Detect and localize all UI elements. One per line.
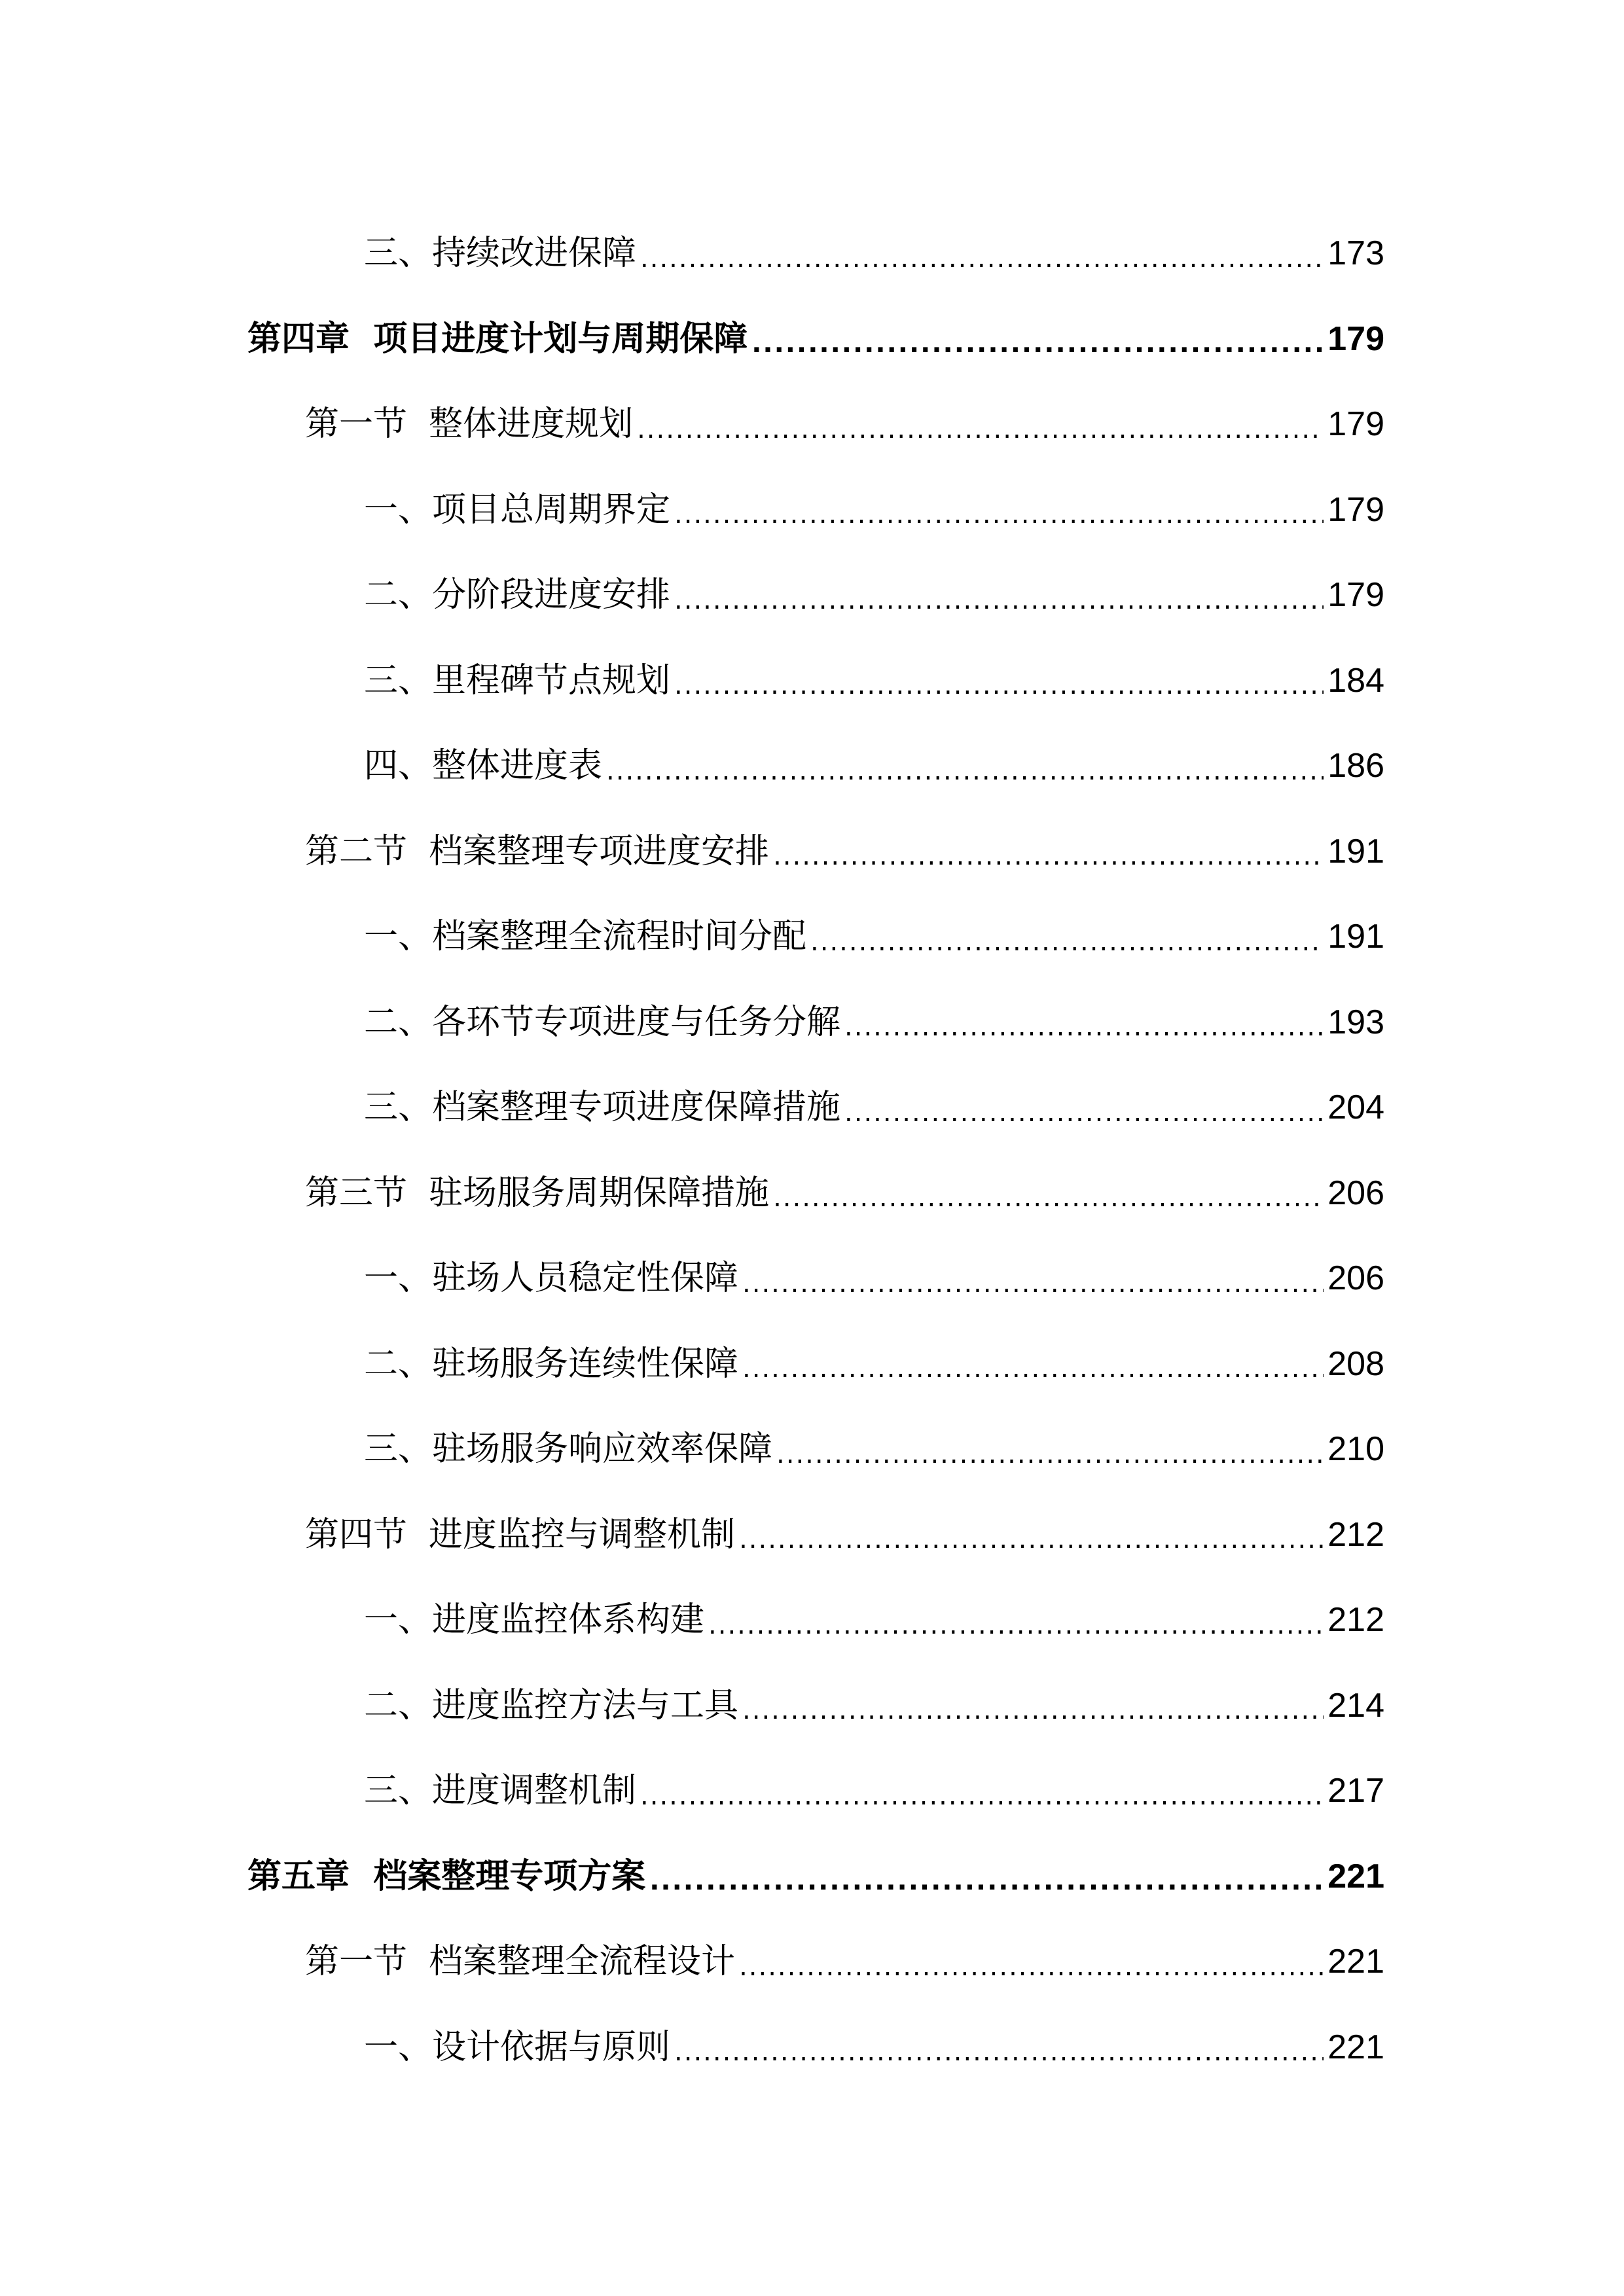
toc-entry-title: 三、档案整理专项进度保障措施 <box>364 1088 841 1128</box>
toc-entry-page-number: 221 <box>1327 2028 1384 2066</box>
toc-entry-title: 第一节 整体进度规划 <box>305 404 634 444</box>
dot-leader <box>742 1355 1324 1407</box>
toc-entry-page-number: 179 <box>1327 490 1384 529</box>
toc-entry-title: 一、设计依据与原则 <box>364 2027 671 2067</box>
dot-leader <box>844 1014 1324 1065</box>
toc-entry[interactable] <box>0 296 1624 382</box>
toc-entry[interactable] <box>0 1407 1624 1492</box>
toc-entry-title: 二、各环节专项进度与任务分解 <box>364 1002 841 1042</box>
dot-leader <box>640 245 1324 296</box>
toc-entry[interactable] <box>0 211 1624 296</box>
toc-entry-title: 三、持续改进保障 <box>364 234 637 274</box>
toc-entry-title: 一、项目总周期界定 <box>364 490 671 529</box>
toc-entry-title: 第二节 档案整理专项进度安排 <box>305 831 770 871</box>
toc-entry-page-number: 191 <box>1327 918 1384 956</box>
toc-entry[interactable] <box>0 1577 1624 1663</box>
toc-entry-page-number: 204 <box>1327 1088 1384 1127</box>
toc-entry-title: 一、进度监控体系构建 <box>364 1600 705 1640</box>
toc-entry[interactable] <box>0 1663 1624 1749</box>
table-of-contents <box>0 211 1624 2090</box>
dot-leader <box>773 843 1324 894</box>
toc-entry[interactable] <box>0 467 1624 553</box>
toc-entry-title: 一、驻场人员稳定性保障 <box>364 1259 739 1299</box>
dot-leader <box>776 1441 1324 1492</box>
toc-entry-page-number: 186 <box>1327 747 1384 785</box>
toc-entry-page-number: 179 <box>1327 405 1384 444</box>
toc-entry-title: 第三节 驻场服务周期保障措施 <box>305 1173 770 1213</box>
dot-leader <box>773 1185 1324 1236</box>
toc-entry-page-number: 184 <box>1327 661 1384 700</box>
dot-leader <box>739 1954 1324 2005</box>
dot-leader <box>674 501 1324 552</box>
toc-entry-title: 一、档案整理全流程时间分配 <box>364 917 807 957</box>
toc-entry-page-number: 221 <box>1327 1857 1384 1895</box>
toc-entry-title: 第四章 项目进度计划与周期保障 <box>247 319 748 359</box>
toc-entry-page-number: 217 <box>1327 1772 1384 1810</box>
toc-entry-page-number: 212 <box>1327 1601 1384 1640</box>
dot-leader <box>844 1100 1324 1151</box>
dot-leader <box>649 1868 1324 1919</box>
toc-entry[interactable] <box>0 723 1624 809</box>
toc-entry[interactable] <box>0 809 1624 895</box>
dot-leader <box>640 1783 1324 1834</box>
toc-entry[interactable] <box>0 1492 1624 1578</box>
toc-entry-title: 三、里程碑节点规划 <box>364 660 671 700</box>
toc-entry-title: 第四节 进度监控与调整机制 <box>305 1515 736 1554</box>
dot-leader <box>606 758 1324 809</box>
toc-entry[interactable] <box>0 2005 1624 2090</box>
toc-entry[interactable] <box>0 1065 1624 1151</box>
toc-entry[interactable] <box>0 638 1624 724</box>
toc-entry-page-number: 191 <box>1327 832 1384 870</box>
toc-entry-page-number: 210 <box>1327 1430 1384 1469</box>
toc-entry[interactable] <box>0 1321 1624 1407</box>
dot-leader <box>708 1612 1324 1663</box>
toc-entry-title: 二、分阶段进度安排 <box>364 575 671 615</box>
toc-entry-title: 二、进度监控方法与工具 <box>364 1685 739 1725</box>
toc-entry-page-number: 208 <box>1327 1344 1384 1383</box>
toc-entry-page-number: 173 <box>1327 234 1384 273</box>
toc-entry-page-number: 214 <box>1327 1686 1384 1725</box>
toc-entry[interactable] <box>0 382 1624 467</box>
toc-entry-title: 三、驻场服务响应效率保障 <box>364 1429 773 1469</box>
dot-leader <box>674 587 1324 638</box>
dot-leader <box>742 1697 1324 1748</box>
toc-entry[interactable] <box>0 1834 1624 1920</box>
toc-entry-page-number: 179 <box>1327 319 1384 358</box>
toc-entry[interactable] <box>0 1151 1624 1236</box>
toc-entry-page-number: 212 <box>1327 1515 1384 1554</box>
dot-leader <box>751 331 1324 382</box>
toc-entry-title: 四、整体进度表 <box>364 746 603 786</box>
toc-entry-page-number: 206 <box>1327 1174 1384 1212</box>
toc-entry-title: 第一节 档案整理全流程设计 <box>305 1942 736 1982</box>
toc-entry-title: 三、进度调整机制 <box>364 1771 637 1811</box>
toc-entry[interactable] <box>0 1919 1624 2005</box>
toc-entry-page-number: 206 <box>1327 1259 1384 1298</box>
toc-entry-page-number: 221 <box>1327 1943 1384 1981</box>
dot-leader <box>810 929 1324 980</box>
dot-leader <box>739 1526 1324 1577</box>
dot-leader <box>742 1270 1324 1321</box>
toc-entry[interactable] <box>0 980 1624 1066</box>
toc-entry-page-number: 179 <box>1327 576 1384 615</box>
dot-leader <box>674 2039 1324 2090</box>
dot-leader <box>674 672 1324 723</box>
toc-entry[interactable] <box>0 552 1624 638</box>
toc-entry[interactable] <box>0 894 1624 980</box>
toc-entry[interactable] <box>0 1748 1624 1834</box>
toc-entry-title: 第五章 档案整理专项方案 <box>247 1856 646 1896</box>
dot-leader <box>637 416 1324 467</box>
toc-entry[interactable] <box>0 1236 1624 1321</box>
toc-entry-page-number: 193 <box>1327 1003 1384 1041</box>
toc-entry-title: 二、驻场服务连续性保障 <box>364 1344 739 1384</box>
